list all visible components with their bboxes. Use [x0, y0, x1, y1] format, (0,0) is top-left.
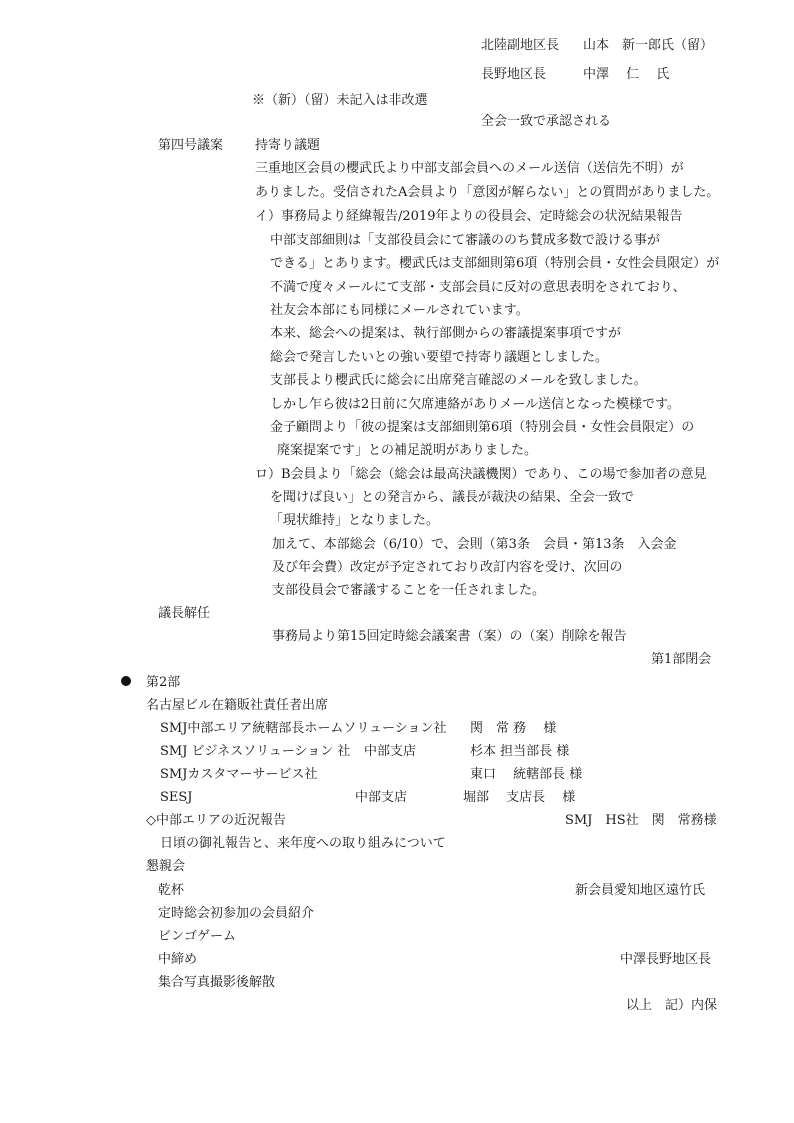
company-name: SMJ ビジネスソリューション 社	[160, 744, 351, 759]
company-name: SESJ	[160, 790, 193, 805]
company-branch: 中部支店	[364, 744, 417, 759]
attendance: 名古屋ビル在籍販社責任者出席	[146, 698, 329, 713]
hokuriku-role: 北陸副地区長	[481, 38, 560, 53]
agenda4-line: 「現状維持」となりました。	[270, 513, 440, 528]
closing: 中締め	[158, 952, 198, 967]
bullet-dot	[121, 676, 131, 686]
agenda4-title: 持寄り議題	[255, 138, 321, 153]
agenda4-line: しかし乍ら彼は2日前に欠席連絡がありメール送信となった模様です。	[270, 397, 680, 412]
company-branch: 中部支店	[355, 790, 408, 805]
group-photo: 集合写真撮影後解散	[158, 975, 276, 990]
company-person: 関 常 務 様	[470, 721, 557, 736]
agenda4-line: イ）事務局より経緯報告/2019年よりの役員会、定時総会の状況結果報告	[255, 209, 683, 224]
note: ※（新）（留）未記入は非改選	[252, 93, 428, 108]
agenda4-line: ありました。受信されたA会員より「意図が解らない」との質問がありました。	[255, 185, 720, 200]
company-name: SMJカスタマーサービス社	[160, 767, 318, 782]
toast: 乾杯	[158, 883, 185, 898]
company-person: 東口 統轄部長 様	[470, 767, 583, 782]
agenda4-line: 社友会本部にも同様にメールされています。	[270, 303, 529, 318]
social-gathering: 懇親会	[146, 859, 186, 874]
agenda4-line: 三重地区会員の櫻武氏より中部支部会員へのメール送信（送信先不明）が	[255, 161, 684, 176]
agenda4-line: 総会で発言したいとの強い要望で持寄り議題としました。	[270, 350, 609, 365]
agenda4-line: 加えて、本部総会（6/10）で、会則（第3条 会員・第13条 入会金	[272, 537, 677, 552]
nagano-role: 長野地区長	[481, 67, 547, 82]
toast-by: 新会員愛知地区遠竹氏	[575, 883, 706, 898]
nagano-name: 中澤 仁 氏	[583, 67, 670, 82]
company-person: 堀部 支店長 様	[463, 790, 576, 805]
agenda4-line: 金子顧問より「彼の提案は支部細則第6項（特別会員・女性会員限定）の	[270, 420, 695, 435]
agenda4-line: 支部役員会で審議することを一任されました。	[272, 583, 546, 598]
agenda4-label: 第四号議案	[158, 138, 224, 153]
approval: 全会一致で承認される	[481, 114, 612, 129]
report-title: ◇中部エリアの近況報告	[146, 813, 286, 828]
bingo: ビンゴゲーム	[158, 929, 237, 944]
report-speaker: SMJ HS社 関 常務様	[565, 813, 717, 828]
agenda4-line: 及び年会費）改定が予定されており改訂内容を受け、次回の	[272, 560, 623, 575]
agenda4-line: 廃案提案です」との補足説明がありました。	[277, 443, 538, 458]
chair-release-text: 事務局より第15回定時総会議案書（案）の（案）削除を報告	[272, 629, 627, 644]
footer: 以上 記）内保	[626, 998, 718, 1013]
closing-by: 中澤長野地区長	[620, 952, 712, 967]
company-person: 杉本 担当部長 様	[470, 744, 570, 759]
hokuriku-name: 山本 新一郎氏（留）	[583, 38, 714, 53]
report-sub: 日頃の御礼報告と、来年度への取り組みについて	[160, 836, 446, 851]
part1-close: 第1部閉会	[651, 652, 712, 667]
agenda4-line: を聞けば良い」との発言から、議長が裁決の結果、全会一致で	[270, 490, 635, 505]
agenda4-line: できる」とあります。櫻武氏は支部細則第6項（特別会員・女性会員限定）が	[270, 256, 720, 271]
agenda4-line: 本来、総会への提案は、執行部側からの審議提案事項ですが	[270, 326, 622, 341]
company-name: SMJ中部エリア統轄部長ホームソリューション社	[160, 721, 447, 736]
agenda4-line: 不満で度々メールにて支部・支部会員に反対の意思表明をされており、	[270, 280, 686, 295]
agenda4-line: 中部支部細則は「支部役員会にて審議ののち賛成多数で設ける事が	[270, 233, 661, 248]
chair-release-label: 議長解任	[158, 606, 211, 621]
agenda4-line: 支部長より櫻武氏に総会に出席発言確認のメールを致しました。	[270, 373, 647, 388]
member-intro: 定時総会初参加の会員紹介	[158, 906, 315, 921]
agenda4-line: ロ）B会員より「総会（総会は最高決議機関）であり、この場で参加者の意見	[255, 467, 707, 482]
part2-title: 第2部	[146, 675, 181, 690]
